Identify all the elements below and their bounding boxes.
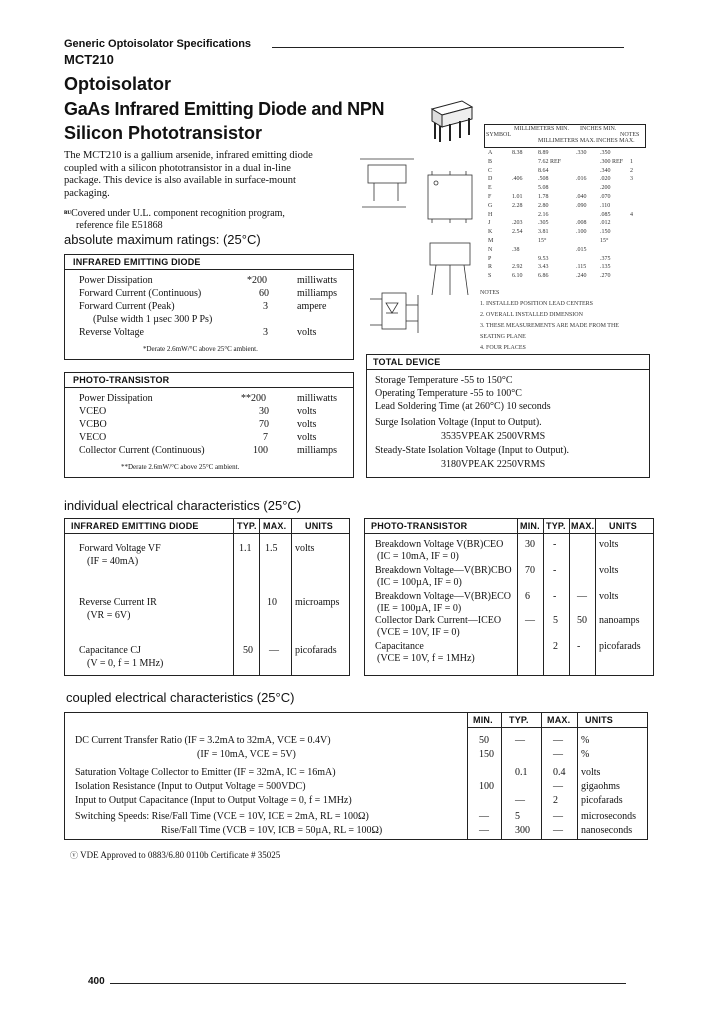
coupled-param: (IF = 10mA, VCE = 5V): [197, 749, 296, 760]
dim-cell: .340: [600, 167, 611, 174]
footer-rule: [110, 983, 626, 984]
coupled-typ: 0.1: [515, 767, 528, 778]
coupled-param: Isolation Resistance (Input to Output Voltage = 500VDC): [75, 781, 306, 792]
photo-unit: volts: [599, 539, 619, 550]
dim-cell: 5.08: [538, 185, 549, 192]
photo-min: —: [525, 615, 535, 626]
coupled-max: —: [553, 735, 563, 746]
photo-max: 50: [577, 615, 587, 626]
photo-min: 30: [525, 539, 535, 550]
package-note: 1. INSTALLED POSITION LEAD CENTERS: [480, 301, 594, 307]
dim-cell: 1.01: [512, 194, 523, 200]
package-note: 2. OVERALL INSTALLED DIMENSION: [480, 312, 583, 318]
dim-cell: .015: [576, 246, 587, 253]
ired-max: 10: [267, 597, 277, 608]
dim-cell: R: [488, 264, 493, 271]
photo-unit: picofarads: [599, 641, 641, 652]
ired-param: Capacitance CJ: [79, 645, 141, 656]
abs-max-ired-header: INFRARED EMITTING DIODE: [73, 257, 201, 267]
abs-max-photo-label: VCBO: [79, 419, 107, 430]
coupled-param: DC Current Transfer Ratio (IF = 3.2mA to 32mA, VCE = 0.4V): [75, 735, 331, 746]
dim-cell: 3.43: [538, 264, 549, 271]
dim-cell: .203: [512, 220, 523, 227]
ired-header-typ: TYP.: [237, 521, 257, 531]
coupled-table: [64, 712, 648, 840]
description-line: package. This device is also available in surface-mount: [64, 175, 296, 186]
abs-max-photo-value: 70: [259, 419, 269, 430]
dim-cell: .305: [538, 220, 549, 227]
abs-max-ired-unit: milliamps: [297, 288, 337, 299]
dim-cell: 7.62 REF: [538, 158, 562, 165]
total-line: 3180VPEAK 2250VRMS: [441, 459, 546, 470]
dim-cell: 2.92: [512, 264, 523, 271]
dim-cell: .070: [600, 194, 611, 200]
dim-cell: 1: [630, 158, 633, 165]
abs-max-ired-label: Reverse Voltage: [79, 327, 144, 338]
abs-max-ired-unit: ampere: [297, 301, 327, 312]
coupled-max: —: [553, 781, 563, 792]
individual-photo-table: [364, 518, 654, 676]
coupled-typ: —: [515, 735, 525, 746]
dim-cell: 1.78: [538, 194, 549, 200]
photo-typ: -: [553, 539, 557, 550]
photo-param: Collector Dark Current—ICEO: [375, 615, 502, 626]
dim-cell: .330: [576, 150, 587, 156]
coupled-typ: 5: [515, 811, 520, 822]
coupled-header-min: MIN.: [473, 715, 493, 725]
dim-col-in-max: INCHES MAX.: [596, 138, 635, 144]
abs-max-photo-note: **Derate 2.6mW/°C above 25°C ambient.: [121, 463, 240, 471]
photo-max: -: [577, 641, 581, 652]
ul-line1: Covered under U.L. component recognition program,: [71, 208, 285, 219]
photo-cond: (IC = 100µA, IF = 0): [377, 577, 462, 588]
abs-max-photo-header: PHOTO-TRANSISTOR: [73, 375, 170, 385]
dim-cell: M: [488, 238, 494, 244]
coupled-param: Input to Output Capacitance (Input to Output Voltage = 0, f = 1MHz): [75, 795, 352, 806]
dim-col-in-min: INCHES MIN.: [580, 126, 617, 132]
coupled-max: 0.4: [553, 767, 566, 778]
abs-max-photo-label: Collector Current (Continuous): [79, 445, 205, 456]
ired-typ: 50: [243, 645, 253, 656]
abs-max-photo-value: 100: [253, 445, 268, 456]
package-note: 4. FOUR PLACES: [480, 345, 526, 351]
dim-cell: H: [488, 211, 493, 218]
photo-max: —: [577, 591, 587, 602]
individual-ired-table: [64, 518, 350, 676]
abs-max-total-header: TOTAL DEVICE: [373, 357, 441, 367]
package-note: SEATING PLANE: [480, 334, 526, 340]
dim-cell: 2.16: [538, 211, 549, 218]
dim-cell: 2.54: [512, 229, 523, 236]
dim-cell: .085: [600, 211, 611, 218]
ul-note: [64, 208, 285, 231]
dim-cell: .270: [600, 273, 611, 280]
dim-cell: .016: [576, 176, 587, 183]
abs-max-photo-label: VECO: [79, 432, 107, 443]
photo-param: Breakdown Voltage—V(BR)CBO: [375, 565, 512, 576]
photo-unit: volts: [599, 591, 619, 602]
coupled-title: coupled electrical characteristics (25°C): [66, 690, 295, 705]
abs-max-photo-value: 7: [263, 432, 268, 443]
package-dimension-diagram: [356, 135, 486, 350]
photo-param: Breakdown Voltage—V(BR)ECO: [375, 591, 512, 602]
abs-max-photo-unit: volts: [297, 432, 317, 443]
description-line: packaging.: [64, 187, 110, 199]
individual-title: individual electrical characteristics (25°C): [64, 498, 302, 513]
dim-cell: .008: [576, 220, 587, 227]
coupled-unit: picofarads: [581, 795, 623, 806]
abs-max-ired-label: (Pulse width 1 µsec 300 P Ps): [93, 314, 213, 325]
coupled-min: 50: [479, 735, 489, 746]
dim-cell: .406: [512, 176, 523, 183]
coupled-param: Saturation Voltage Collector to Emitter (IF = 32mA, IC = 16mA): [75, 767, 336, 778]
photo-cond: (IE = 100µA, IF = 0): [377, 603, 462, 614]
dim-cell: A: [488, 150, 493, 156]
abs-max-ired-table: [64, 254, 354, 360]
ul-logo-icon: ᴿᵁ: [64, 209, 72, 218]
coupled-header-max: MAX.: [547, 715, 571, 725]
package-notes-title: NOTES: [480, 290, 500, 296]
abs-max-photo-unit: milliamps: [297, 445, 337, 456]
photo-typ: 5: [553, 615, 558, 626]
abs-max-total-table: [366, 354, 650, 478]
dim-cell: .375: [600, 255, 611, 262]
ired-param: Forward Voltage VF: [79, 543, 161, 554]
ired-header-param: INFRARED EMITTING DIODE: [71, 521, 199, 531]
package-notes: [480, 288, 646, 354]
dim-cell: .300 REF: [600, 158, 624, 165]
coupled-typ: —: [515, 795, 525, 806]
dim-cell: 3.81: [538, 229, 549, 236]
dim-cell: K: [488, 229, 493, 236]
device-type: Optoisolator: [64, 74, 171, 94]
photo-header-typ: TYP.: [546, 521, 566, 531]
abs-max-photo-table: [64, 372, 354, 478]
photo-header-min: MIN.: [520, 521, 540, 531]
dim-cell: .38: [512, 246, 520, 253]
total-line: Surge Isolation Voltage (Input to Output).: [375, 417, 542, 428]
dim-cell: 2.28: [512, 202, 523, 209]
abs-max-ired-note: *Derate 2.6mW/°C above 25°C ambient.: [143, 345, 258, 353]
dim-cell: .150: [600, 229, 611, 236]
coupled-unit: %: [581, 749, 590, 760]
photo-cond: (VCE = 10V, IF = 0): [377, 627, 460, 638]
dim-cell: S: [488, 273, 492, 280]
ired-header-max: MAX.: [263, 521, 287, 531]
dim-cell: .350: [600, 150, 611, 156]
coupled-min: —: [479, 825, 489, 836]
dim-cell: .115: [576, 264, 587, 271]
coupled-unit: gigaohms: [581, 781, 620, 792]
dim-cell: 2.80: [538, 202, 549, 209]
ired-cond: (IF = 40mA): [87, 556, 139, 567]
dim-cell: 8.89: [538, 150, 549, 156]
abs-max-photo-unit: volts: [297, 419, 317, 430]
abs-max-ired-value: 3: [263, 327, 268, 338]
dim-col-mm-max: MILLIMETERS MAX.: [538, 138, 596, 144]
photo-param: Breakdown Voltage V(BR)CEO: [375, 539, 504, 550]
coupled-unit: microseconds: [581, 811, 636, 822]
dim-cell: 3: [630, 176, 633, 183]
coupled-min: 100: [479, 781, 494, 792]
abs-max-title: absolute maximum ratings: (25°C): [64, 232, 261, 247]
abs-max-ired-label: Power Dissipation: [79, 275, 153, 286]
dim-cell: .110: [600, 202, 611, 209]
coupled-unit: %: [581, 735, 590, 746]
photo-header-param: PHOTO-TRANSISTOR: [371, 521, 468, 531]
abs-max-photo-label: VCEO: [79, 406, 107, 417]
vde-logo-icon: ⓥ: [70, 851, 78, 860]
photo-typ: -: [553, 591, 557, 602]
dim-col-mm-min: MILLIMETERS MIN.: [514, 126, 569, 132]
dim-cell: .100: [576, 229, 587, 236]
abs-max-photo-value: **200: [241, 393, 266, 404]
abs-max-ired-label: Forward Current (Peak): [79, 301, 175, 312]
photo-cond: (VCE = 10V, f = 1MHz): [377, 653, 475, 664]
dim-cell: .040: [576, 194, 587, 200]
dim-col-notes: NOTES: [620, 132, 640, 138]
header-rule: [272, 47, 624, 48]
part-number: MCT210: [64, 52, 114, 67]
photo-unit: nanoamps: [599, 615, 640, 626]
section-header: Generic Optoisolator Specifications: [64, 38, 252, 50]
dim-cell: J: [488, 220, 491, 227]
dim-cell: 6.10: [512, 273, 523, 280]
coupled-param: Switching Speeds: Rise/Fall Time (VCE = 10V, ICE = 2mA, RL = 100Ω): [75, 811, 369, 822]
ired-param: Reverse Current IR: [79, 597, 157, 608]
dim-cell: .020: [600, 176, 611, 183]
ired-max: —: [269, 645, 279, 656]
dim-cell: P: [488, 255, 492, 262]
photo-min: 6: [525, 591, 530, 602]
abs-max-ired-value: 3: [263, 301, 268, 312]
device-title-line1: GaAs Infrared Emitting Diode and NPN: [64, 99, 385, 119]
dim-cell: C: [488, 167, 493, 174]
coupled-max: —: [553, 749, 563, 760]
abs-max-photo-value: 30: [259, 406, 269, 417]
ired-cond: (V = 0, f = 1 MHz): [87, 658, 164, 669]
abs-max-ired-unit: volts: [297, 327, 317, 338]
dim-cell: 2: [630, 167, 633, 174]
dim-cell: B: [488, 158, 493, 165]
coupled-header-units: UNITS: [585, 715, 613, 725]
total-line: Steady-State Isolation Voltage (Input to Output).: [375, 445, 570, 456]
dim-cell: .135: [600, 264, 611, 271]
coupled-typ: 300: [515, 825, 530, 836]
dim-cell: 8.64: [538, 167, 549, 174]
abs-max-photo-label: Power Dissipation: [79, 393, 153, 404]
ired-cond: (VR = 6V): [87, 610, 131, 621]
photo-typ: 2: [553, 641, 558, 652]
vde-approval: [70, 850, 280, 861]
ired-unit: volts: [295, 543, 315, 554]
coupled-max: 2: [553, 795, 558, 806]
photo-header-max: MAX.: [571, 521, 595, 531]
dim-cell: .240: [576, 273, 587, 280]
abs-max-photo-unit: volts: [297, 406, 317, 417]
abs-max-ired-value: *200: [247, 275, 267, 286]
photo-unit: volts: [599, 565, 619, 576]
ired-header-units: UNITS: [305, 521, 333, 531]
coupled-max: —: [553, 825, 563, 836]
dim-cell: 8.38: [512, 150, 523, 156]
total-line: Storage Temperature -55 to 150°C: [375, 375, 513, 386]
ired-unit: microamps: [295, 597, 340, 608]
dim-cell: G: [488, 202, 493, 209]
dim-cell: F: [488, 194, 492, 200]
ul-line2: reference file E51868: [76, 219, 163, 231]
photo-typ: -: [553, 565, 557, 576]
package-note: 3. THESE MEASUREMENTS ARE MADE FROM THE: [480, 323, 619, 329]
dim-cell: E: [488, 185, 492, 192]
description: [64, 150, 354, 200]
vde-text: VDE Approved to 0883/6.80 0110b Certificate # 35025: [80, 850, 281, 860]
dim-cell: 15°: [538, 238, 547, 244]
dim-cell: 4: [630, 211, 633, 218]
ired-typ: 1.1: [239, 543, 252, 554]
dim-cell: .508: [538, 176, 549, 183]
total-line: Operating Temperature -55 to 100°C: [375, 388, 522, 399]
dim-cell: 9.53: [538, 255, 549, 262]
dim-cell: D: [488, 176, 493, 183]
package-dimension-table: [484, 124, 646, 284]
page-number: 400: [88, 976, 105, 987]
photo-param: Capacitance: [375, 641, 424, 652]
ired-max: 1.5: [265, 543, 278, 554]
dim-cell: .012: [600, 220, 611, 227]
dim-cell: .200: [600, 185, 611, 192]
coupled-max: —: [553, 811, 563, 822]
coupled-min: 150: [479, 749, 494, 760]
dim-cell: .090: [576, 202, 587, 209]
abs-max-photo-unit: milliwatts: [297, 393, 337, 404]
dim-col-symbol: SYMBOL: [486, 132, 512, 138]
coupled-unit: nanoseconds: [581, 825, 633, 836]
photo-cond: (IC = 10mA, IF = 0): [377, 551, 459, 562]
device-title-line2: Silicon Phototransistor: [64, 123, 263, 143]
ired-unit: picofarads: [295, 645, 337, 656]
description-line: The MCT210 is a gallium arsenide, infrared emitting diode: [64, 150, 313, 161]
abs-max-ired-label: Forward Current (Continuous): [79, 288, 202, 299]
description-line: coupled with a silicon phototransistor in a dual in-line: [64, 162, 291, 174]
coupled-unit: volts: [581, 767, 601, 778]
coupled-min: —: [479, 811, 489, 822]
abs-max-ired-value: 60: [259, 288, 269, 299]
abs-max-ired-unit: milliwatts: [297, 275, 337, 286]
dim-cell: 15°: [600, 238, 609, 244]
dim-cell: 6.86: [538, 273, 549, 280]
photo-min: 70: [525, 565, 535, 576]
coupled-param: Rise/Fall Time (VCB = 10V, ICB = 50µA, RL = 100Ω): [161, 825, 383, 836]
coupled-header-typ: TYP.: [509, 715, 529, 725]
total-line: Lead Soldering Time (at 260°C) 10 seconds: [375, 401, 551, 412]
photo-header-units: UNITS: [609, 521, 637, 531]
dim-cell: N: [488, 246, 493, 253]
total-line: 3535VPEAK 2500VRMS: [441, 431, 546, 442]
